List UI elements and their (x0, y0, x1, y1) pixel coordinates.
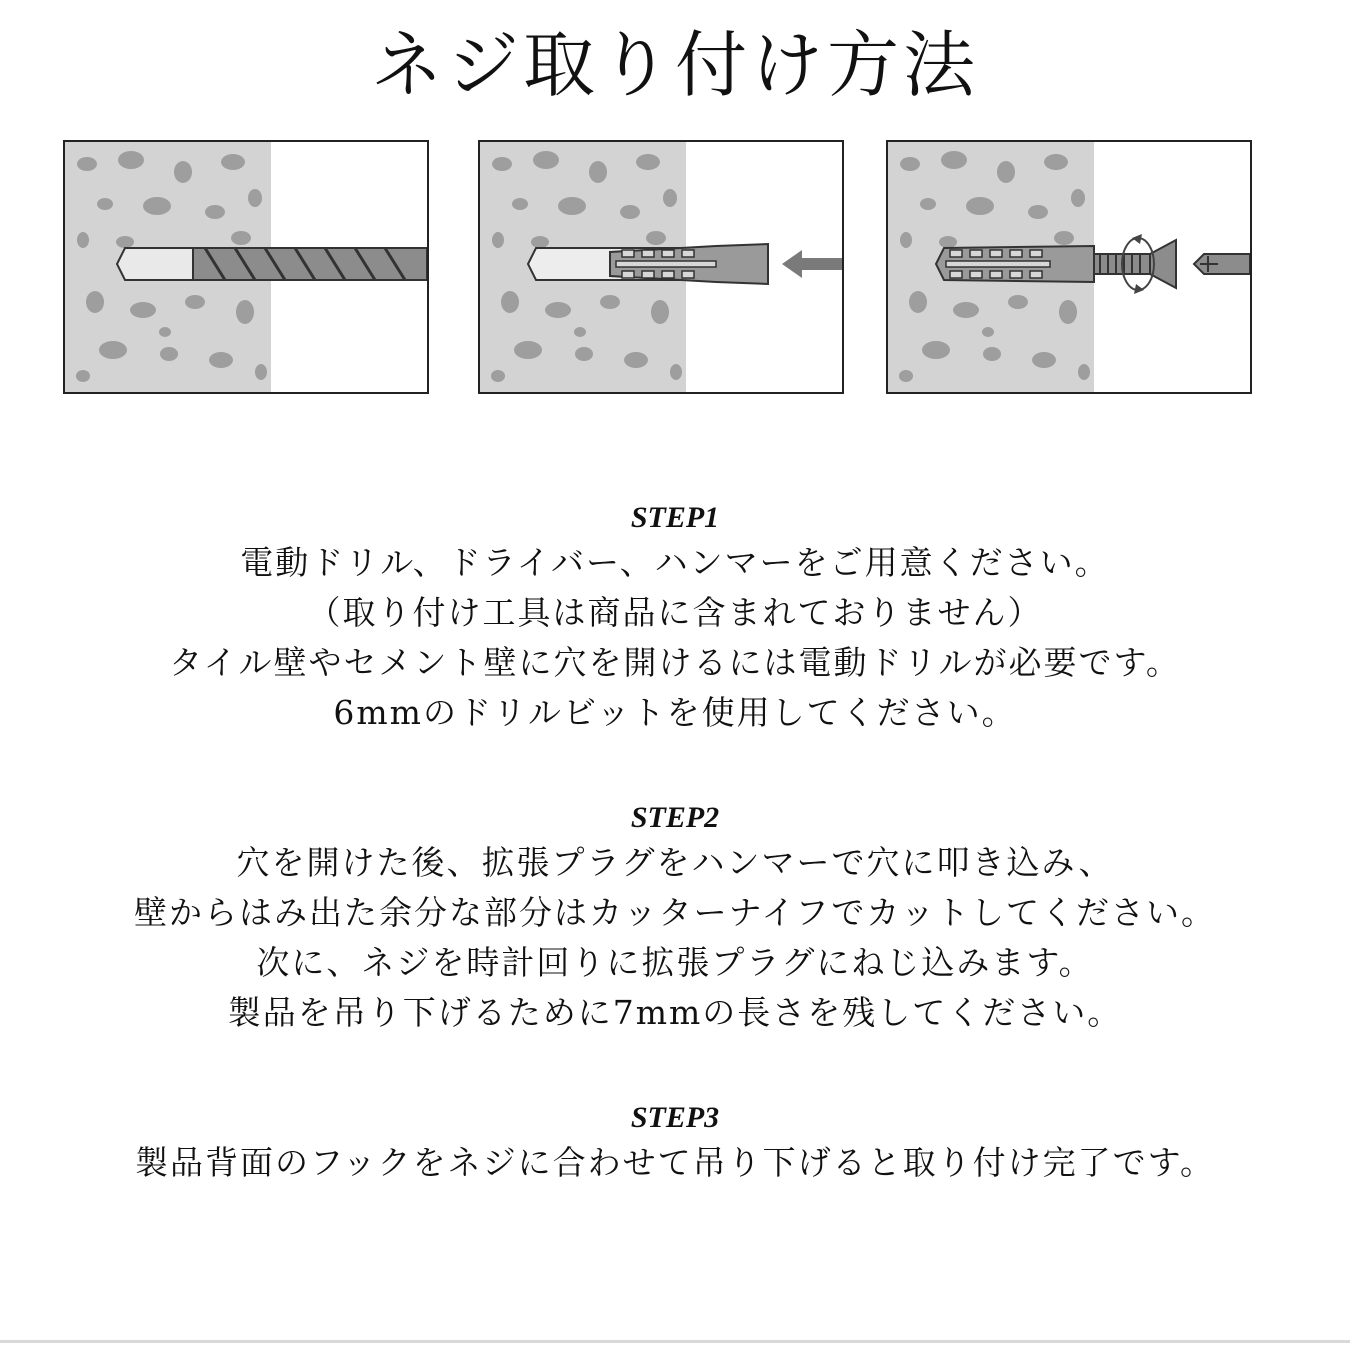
arrow-left-icon (782, 250, 842, 278)
step-3-heading: STEP3 (630, 1101, 720, 1134)
step-2-line-4: 製品を吊り下げるために7mmの長さを残してください。 (227, 993, 1123, 1032)
screw-insertion-illustration (886, 140, 1252, 394)
step-3-line-1: 製品背面のフックをネジに合わせて吊り下げると取り付け完了です。 (134, 1143, 1216, 1182)
step-1-heading: STEP1 (630, 501, 720, 534)
step-2-line-3: 次に、ネジを時計回りに拡張プラグにねじ込みます。 (256, 943, 1094, 982)
wall-plug-icon (936, 246, 1094, 282)
step-3-section (0, 1098, 1350, 1188)
step-1-line-1: 電動ドリル、ドライバー、ハンマーをご用意ください。 (240, 543, 1110, 582)
step-2-line-2: 壁からはみ出た余分な部分はカッターナイフでカットしてください。 (133, 893, 1217, 932)
wall-plug-icon (610, 244, 768, 284)
step-1-section (0, 498, 1350, 738)
step-2-heading: STEP2 (630, 801, 720, 834)
step-1-line-2: （取り付け工具は商品に含まれておりません） (307, 593, 1043, 632)
step-2-section (0, 798, 1350, 1038)
step-2-line-1: 穴を開けた後、拡張プラグをハンマーで穴に叩き込み、 (236, 843, 1114, 882)
screw-icon (1094, 240, 1176, 288)
step-1-line-4: 6mmのドリルビットを使用してください。 (333, 693, 1017, 732)
step-1-line-3: タイル壁やセメント壁に穴を開けるには電動ドリルが必要です。 (169, 643, 1181, 682)
drill-bit-icon (117, 248, 427, 280)
plug-insertion-illustration (478, 140, 844, 394)
drill-bit-illustration (63, 140, 429, 394)
bottom-divider (0, 1340, 1350, 1343)
page-title: ネジ取り付け方法 (370, 23, 979, 107)
screwdriver-icon (1194, 254, 1250, 274)
